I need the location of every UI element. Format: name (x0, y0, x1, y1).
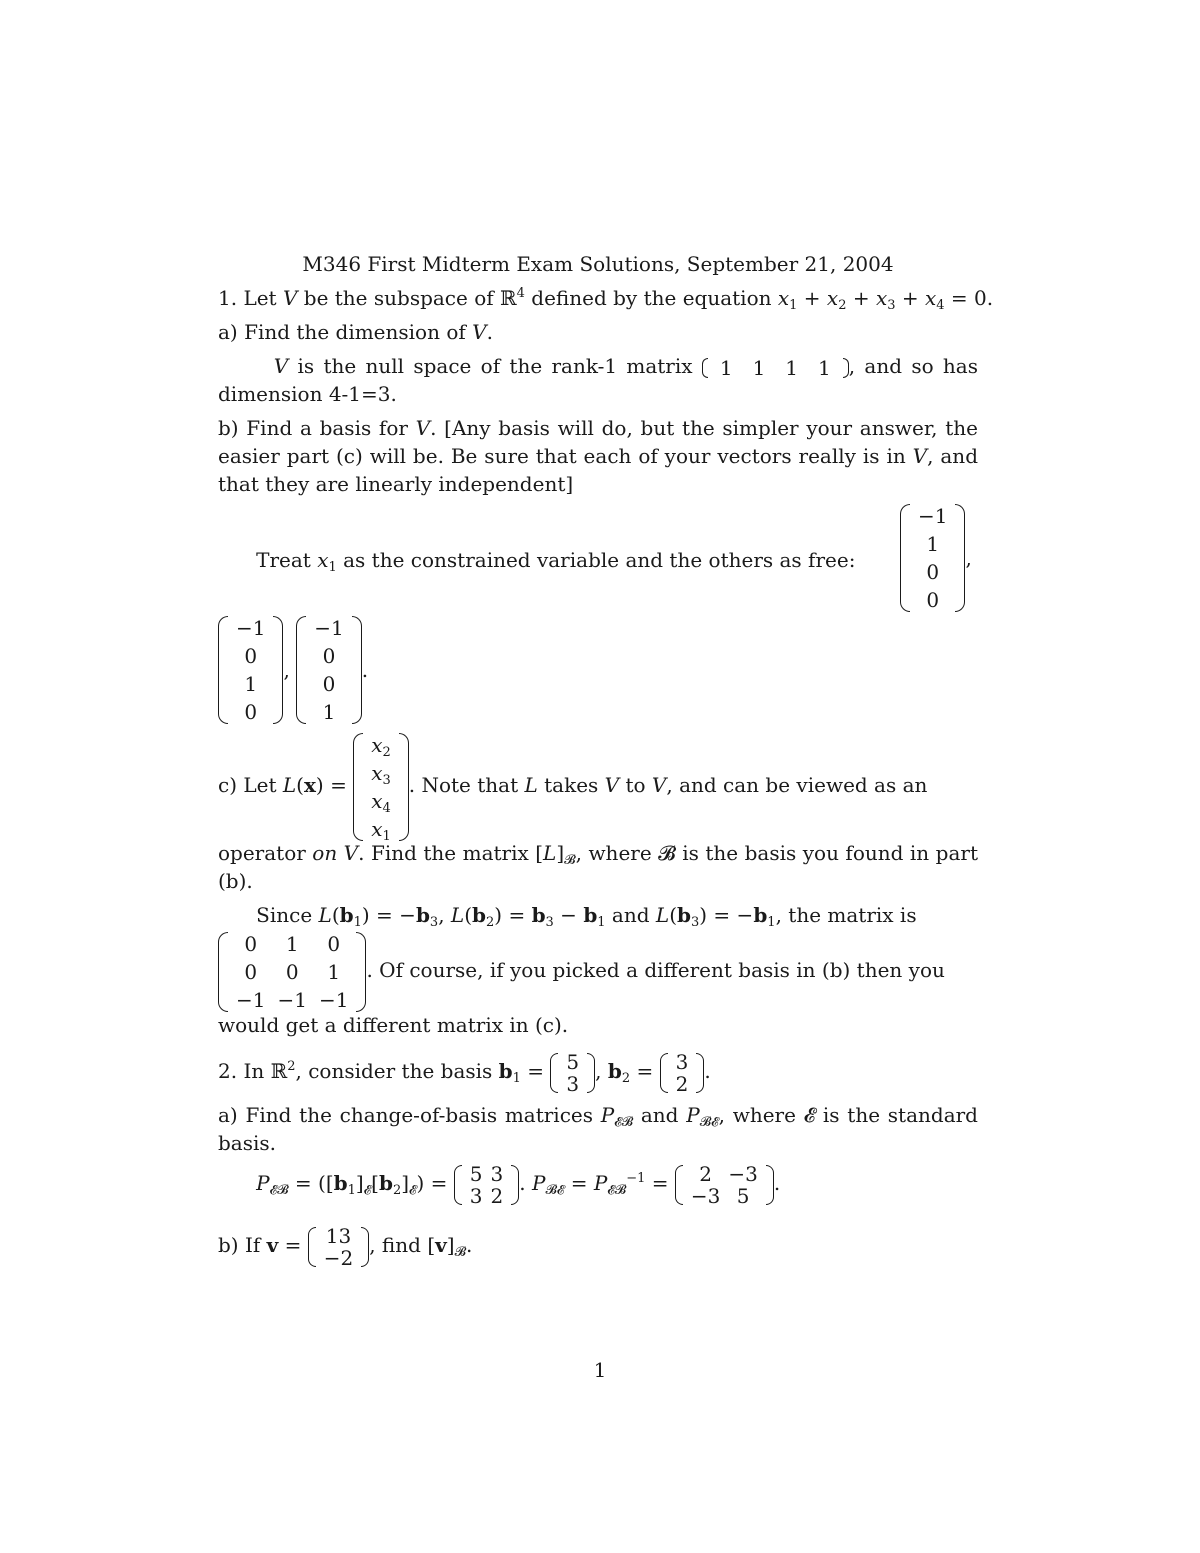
page-title: M346 First Midterm Exam Solutions, September 21, 2004 (302, 252, 894, 276)
matrix-P-BE: 2 −3 −3 5 (675, 1163, 774, 1207)
L-vector: $x_2$ $x_3$ $x_4$ $x_1$ (353, 731, 409, 843)
basis-vector-b1: −1 1 0 0 , (900, 502, 972, 614)
problem-1c-answer-end: would get a different matrix in (c). (218, 1013, 569, 1037)
matrix-P-EB: 5 3 3 2 (454, 1163, 519, 1207)
rank1-matrix: 1 1 1 1 (702, 356, 849, 380)
problem-2b: b) If v = 13 −2 , find $[v]_𝓑$. (218, 1223, 473, 1270)
page-number: 1 (593, 1358, 607, 1382)
vector-v: 13 −2 (308, 1225, 369, 1269)
basis-vector-b2: −1 0 1 0 (218, 614, 283, 726)
basis-vector-b3: −1 0 0 1 (296, 614, 361, 726)
matrix-LB: 0 1 0 0 0 1 −1 −1 −1 (218, 930, 366, 1014)
problem-1c-answer: Since $L(b_1) = -b_3$, $L(b_2) = b_3 - b_1$ and $L(b_3) = -b_1$, the matrix is (218, 903, 917, 930)
problem-1a: a) Find the dimension of V. (218, 320, 493, 344)
problem-2a: a) Find the change-of-basis matrices $P_{𝓔𝓑}$ and $P_{𝓑𝓔}$, where 𝓔 is the standard basis. (218, 1103, 978, 1155)
matrix-LB-line: 0 1 0 0 0 1 −1 −1 −1 . Of course, if you picked a different basis in (b) then you (218, 928, 978, 1014)
problem-2-statement: 2. In ℝ$^2$, consider the basis $b_1$ = 5 3 , $b_2$ = 3 2 . (218, 1049, 711, 1096)
basis-vectors-b2-b3: −1 0 1 0 , −1 0 0 1 . (218, 614, 368, 726)
problem-1b-answer: Treat $x_1$ as the constrained variable and the others as free: (218, 548, 856, 575)
problem-1c-cont: operator on V. Find the matrix $[L]_𝓑$, where 𝓑 is the basis you found in part (b). (218, 841, 978, 893)
problem-1c: c) Let L(x) = $x_2$ $x_3$ $x_4$ $x_1$ . Note that L takes V to V, and can be viewed as an (218, 732, 928, 844)
problem-1a-answer: V is the null space of the rank-1 matrix 1 1 1 1 , and so has dimension 4-1=3. (218, 354, 978, 406)
problem-2a-answer: $P_{𝓔𝓑} = ([b_1]_𝓔[b_2]_𝓔)$ = 5 3 3 2 . $P_{𝓑𝓔} = P_{𝓔𝓑}^{-1}$ = 2 −3 −3 5 . (256, 1161, 781, 1208)
problem-1-statement: 1. Let V be the subspace of ℝ$^4$ defined by the equation $x_1 + x_2 + x_3 + x_4 = 0$. (218, 286, 994, 313)
problem-1b: b) Find a basis for V. [Any basis will do, but the simpler your answer, the easier part (c) will be. Be sure that each of your vectors really is in V, and that they are linearly independent] (218, 416, 978, 496)
